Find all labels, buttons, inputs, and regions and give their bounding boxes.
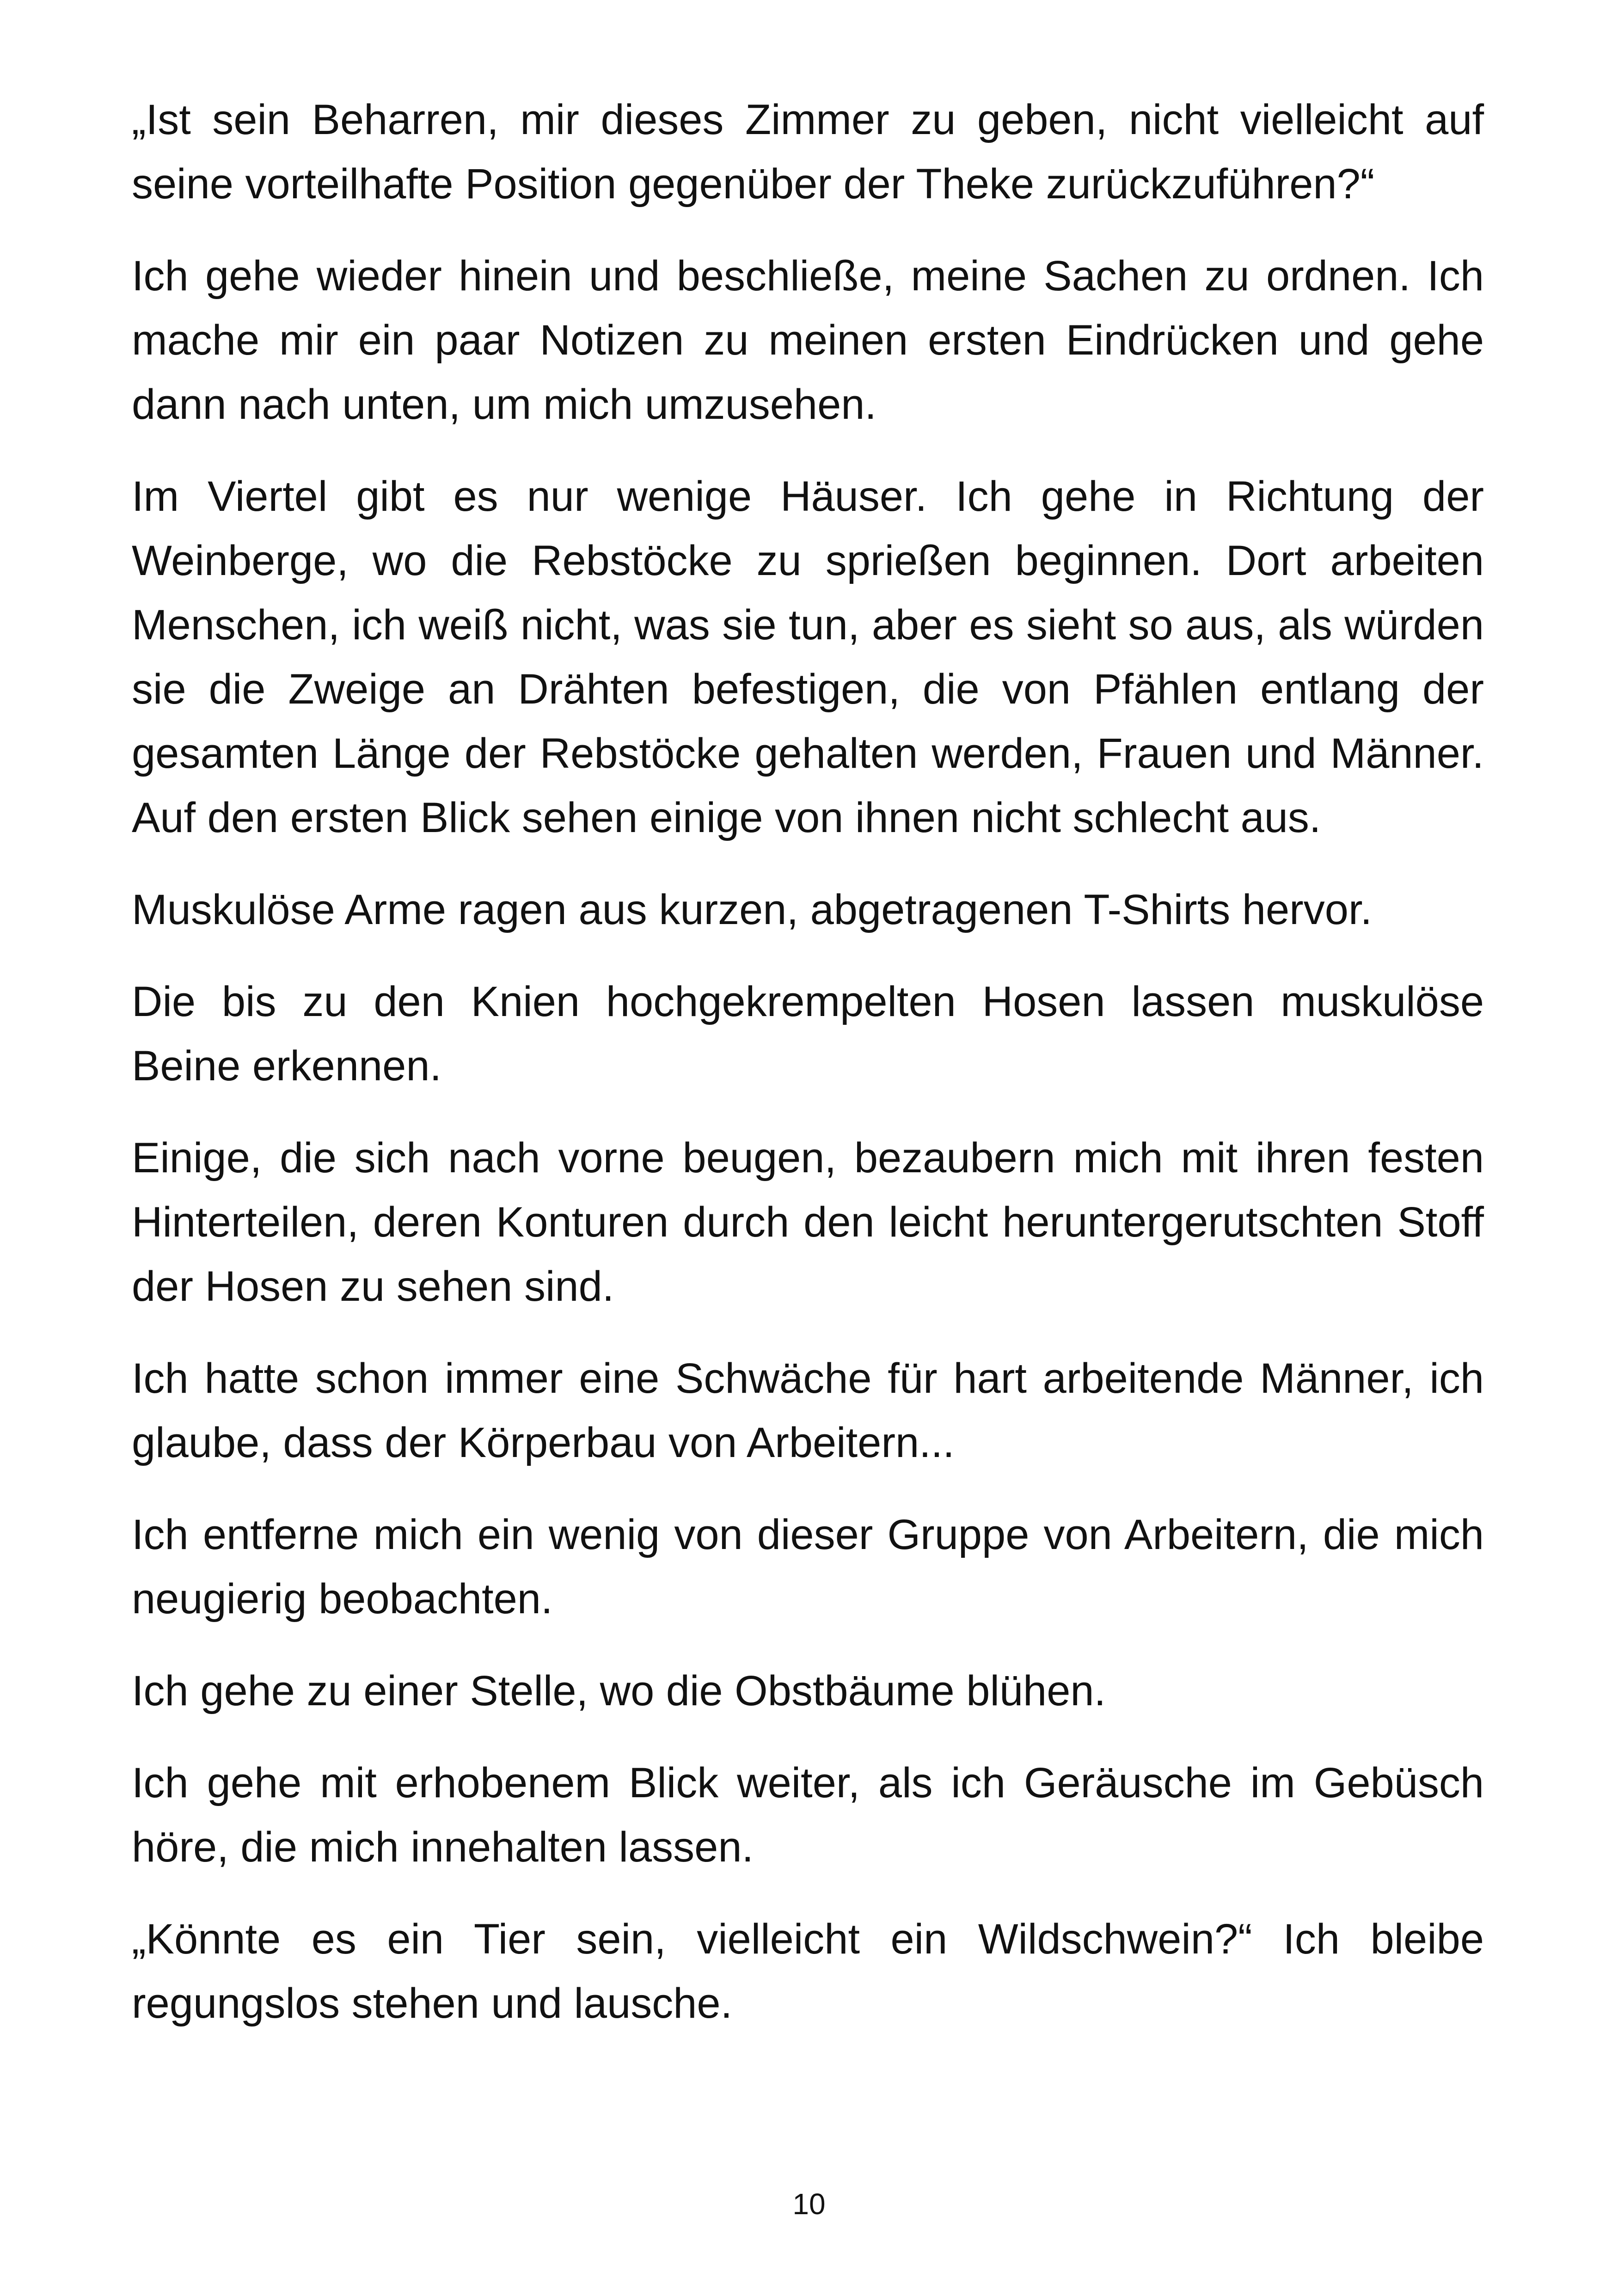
paragraph: Ich entferne mich ein wenig von dieser Gruppe von Arbeitern, die mich neugierig beobachten.	[132, 1511, 1484, 1623]
paragraph: Einige, die sich nach vorne beugen, bezaubern mich mit ihren festen Hinterteilen, deren Konturen durch den leicht heruntergerutschten Stoff der Hosen zu sehen sind.	[132, 1134, 1484, 1310]
paragraph: Im Viertel gibt es nur wenige Häuser. Ich gehe in Richtung der Weinberge, wo die Rebstöcke zu sprießen beginnen. Dort arbeiten Menschen, ich weiß nicht, was sie tun, aber es sieht so aus, als würden sie die Zweige an Drähten befestigen, die von Pfählen entlang der gesamten Länge der Rebstöcke gehalten werden, Frauen und Männer. Auf den ersten Blick sehen einige von ihnen nicht schlecht aus.	[132, 473, 1484, 841]
paragraph: „Ist sein Beharren, mir dieses Zimmer zu geben, nicht vielleicht auf seine vorteilhafte Position gegenüber der Theke zurückzuführen?“	[132, 96, 1484, 208]
page-body	[132, 88, 1484, 2063]
paragraph: „Könnte es ein Tier sein, vielleicht ein Wildschwein?“ Ich bleibe regungslos stehen und lausche.	[132, 1916, 1484, 2027]
paragraph: Ich hatte schon immer eine Schwäche für hart arbeitende Männer, ich glaube, dass der Körperbau von Arbeitern...	[132, 1355, 1484, 1466]
paragraph: Ich gehe wieder hinein und beschließe, meine Sachen zu ordnen. Ich mache mir ein paar Notizen zu meinen ersten Eindrücken und gehe dann nach unten, um mich umzusehen.	[132, 252, 1484, 428]
paragraph: Ich gehe zu einer Stelle, wo die Obstbäume blühen.	[132, 1667, 1106, 1714]
paragraph: Ich gehe mit erhobenem Blick weiter, als ich Geräusche im Gebüsch höre, die mich innehalten lassen.	[132, 1759, 1484, 1871]
paragraph: Die bis zu den Knien hochgekrempelten Hosen lassen muskulöse Beine erkennen.	[132, 978, 1484, 1090]
paragraph: Muskulöse Arme ragen aus kurzen, abgetragenen T-Shirts hervor.	[132, 886, 1373, 933]
page-number: 10	[792, 2187, 826, 2221]
